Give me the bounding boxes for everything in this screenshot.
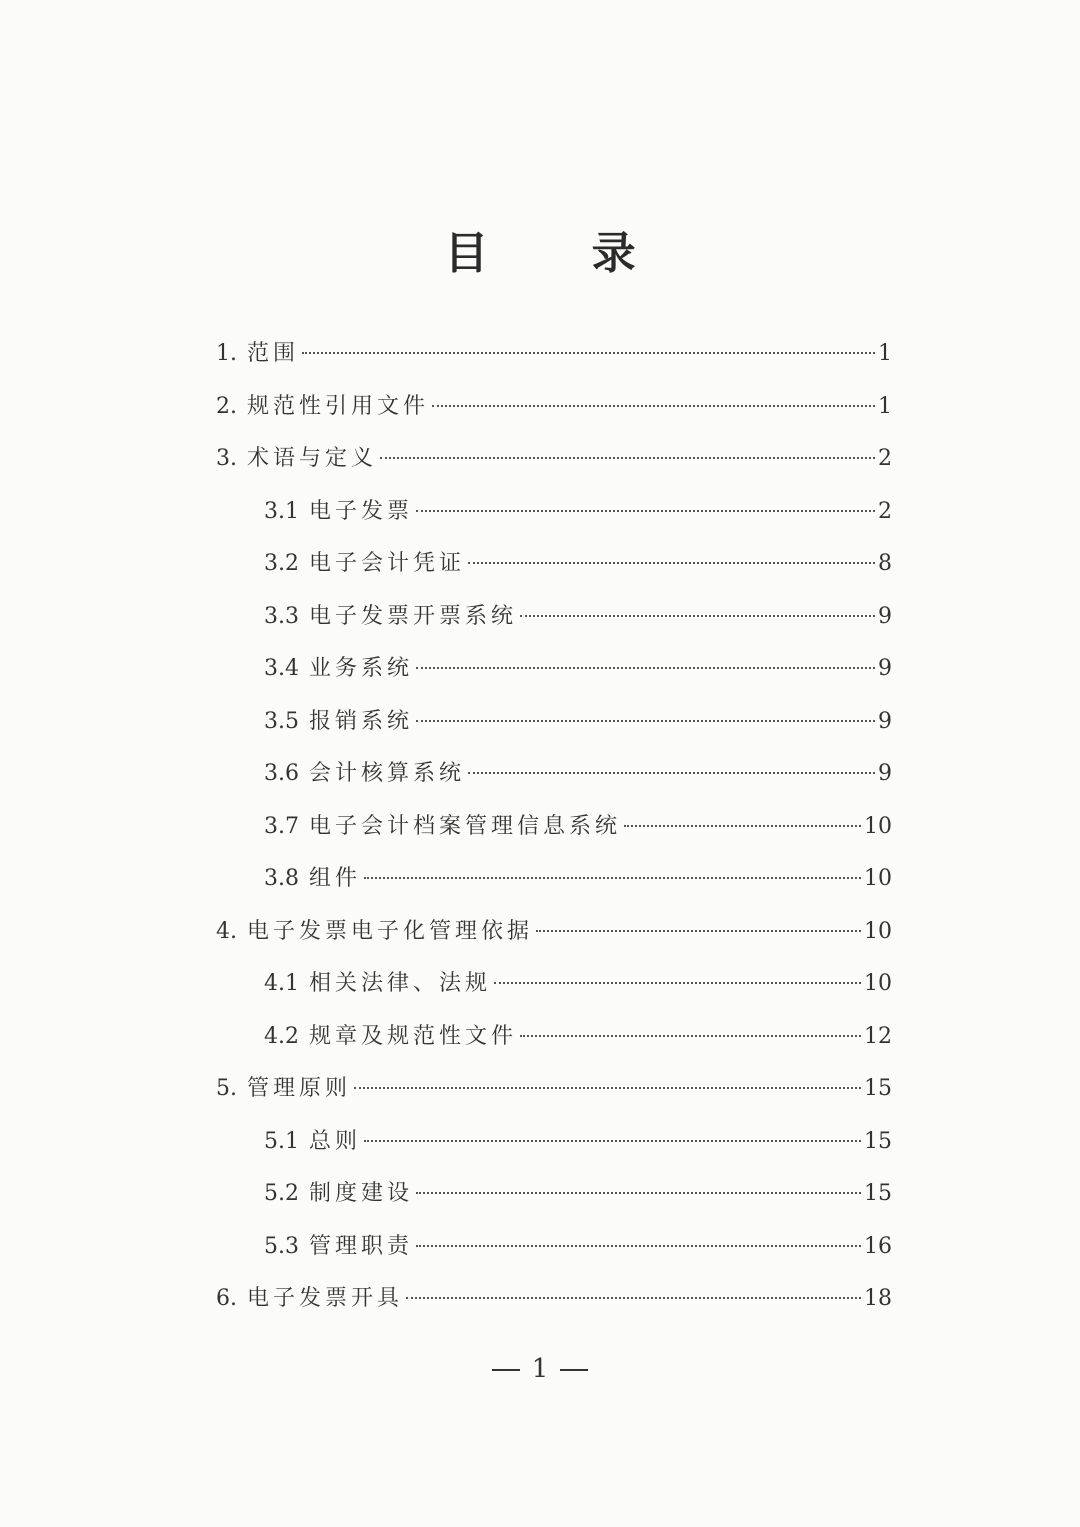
toc-entry[interactable] (216, 1281, 892, 1317)
toc-dot-leader (494, 982, 861, 984)
toc-entry[interactable] (264, 1019, 892, 1055)
toc-entry-label: 总则 (309, 1129, 362, 1154)
toc-entry[interactable] (264, 966, 892, 1002)
toc-dot-leader (354, 1087, 861, 1089)
toc-entry-page-number: 10 (864, 971, 892, 996)
toc-entry-number: 4.1 (264, 971, 299, 996)
toc-entry[interactable] (264, 599, 892, 635)
toc-dot-leader (416, 1245, 861, 1247)
toc-entry-page-number: 2 (878, 499, 892, 524)
toc-entry-page-number: 18 (864, 1286, 892, 1311)
toc-entry-number: 3.3 (264, 604, 299, 629)
toc-entry-number: 1. (216, 341, 237, 366)
toc-dot-leader (624, 825, 861, 827)
toc-entry-page-number: 8 (878, 551, 892, 576)
toc-entry[interactable] (264, 704, 892, 740)
toc-entry-label: 电子发票 (309, 499, 414, 524)
toc-dot-leader (380, 457, 875, 459)
toc-entry-page-number: 12 (864, 1024, 892, 1049)
toc-entry-number: 3.6 (264, 761, 299, 786)
toc-entry-number: 3.1 (264, 499, 299, 524)
toc-entry[interactable] (264, 1124, 892, 1160)
toc-entry-page-number: 16 (864, 1234, 892, 1259)
toc-entry[interactable] (264, 1229, 892, 1265)
page-title: 目 录 (444, 228, 680, 279)
toc-entry[interactable] (216, 389, 892, 425)
toc-entry-page-number: 10 (864, 919, 892, 944)
toc-entry-page-number: 9 (878, 604, 892, 629)
toc-entry-page-number: 10 (864, 814, 892, 839)
toc-entry-number: 3.2 (264, 551, 299, 576)
toc-dot-leader (302, 352, 875, 354)
toc-entry-label: 电子发票开票系统 (309, 604, 518, 629)
toc-entry[interactable] (216, 441, 892, 477)
toc-dot-leader (416, 667, 875, 669)
toc-entry-label: 会计核算系统 (309, 761, 466, 786)
toc-entry-label: 制度建设 (309, 1181, 414, 1206)
toc-entry-number: 6. (216, 1286, 237, 1311)
toc-entry-label: 电子会计凭证 (309, 551, 466, 576)
toc-entry[interactable] (264, 546, 892, 582)
toc-entry-page-number: 2 (878, 446, 892, 471)
toc-dot-leader (406, 1297, 861, 1299)
toc-dot-leader (364, 877, 861, 879)
toc-entry-label: 规范性引用文件 (247, 394, 430, 419)
toc-entry-label: 范围 (247, 341, 300, 366)
toc-entry[interactable] (264, 756, 892, 792)
toc-dot-leader (416, 720, 875, 722)
toc-entry-label: 管理原则 (247, 1076, 352, 1101)
toc-entry[interactable] (264, 651, 892, 687)
toc-entry[interactable] (264, 1176, 892, 1212)
footer-page-number: 1 (531, 1354, 549, 1384)
toc-entry-number: 3. (216, 446, 237, 471)
toc-entry[interactable] (216, 336, 892, 372)
toc-dot-leader (416, 1192, 861, 1194)
toc-dot-leader (520, 615, 875, 617)
toc-dot-leader (468, 772, 875, 774)
toc-entry-number: 2. (216, 394, 237, 419)
toc-entry-number: 3.4 (264, 656, 299, 681)
toc-entry-page-number: 15 (864, 1181, 892, 1206)
toc-dot-leader (364, 1140, 861, 1142)
toc-entry[interactable] (264, 494, 892, 530)
toc-entry-label: 管理职责 (309, 1234, 414, 1259)
toc-entry-label: 电子发票开具 (247, 1286, 404, 1311)
toc-entry-page-number: 9 (878, 761, 892, 786)
toc-entry-page-number: 15 (864, 1129, 892, 1154)
toc-dot-leader (536, 930, 861, 932)
toc-entry-number: 5. (216, 1076, 237, 1101)
toc-entry-number: 5.2 (264, 1181, 299, 1206)
toc-entry-number: 3.5 (264, 709, 299, 734)
toc-entry-number: 4.2 (264, 1024, 299, 1049)
toc-entry[interactable] (264, 809, 892, 845)
toc-entry-number: 5.1 (264, 1129, 299, 1154)
toc-entry-page-number: 1 (878, 341, 892, 366)
toc-entry[interactable] (264, 861, 892, 897)
footer-dash-right (560, 1369, 588, 1371)
page-footer (0, 1351, 1080, 1387)
toc-entry-page-number: 9 (878, 709, 892, 734)
footer-dash-left (492, 1369, 520, 1371)
toc-entry-label: 业务系统 (309, 656, 414, 681)
toc-dot-leader (468, 562, 875, 564)
toc-entry-label: 规章及规范性文件 (309, 1024, 518, 1049)
toc-entry-label: 相关法律、法规 (309, 971, 492, 996)
toc-entry-page-number: 1 (878, 394, 892, 419)
toc-entry-number: 3.7 (264, 814, 299, 839)
toc-entry-number: 3.8 (264, 866, 299, 891)
toc-entry-page-number: 15 (864, 1076, 892, 1101)
toc-entry-number: 4. (216, 919, 237, 944)
toc-dot-leader (432, 405, 875, 407)
toc-entry[interactable] (216, 914, 892, 950)
toc-entry-page-number: 10 (864, 866, 892, 891)
toc-entry-label: 报销系统 (309, 709, 414, 734)
toc-entry-label: 术语与定义 (247, 446, 378, 471)
toc-entry-label: 电子发票电子化管理依据 (247, 919, 534, 944)
toc-dot-leader (520, 1035, 861, 1037)
toc-entry-label: 电子会计档案管理信息系统 (309, 814, 622, 839)
toc-entry-page-number: 9 (878, 656, 892, 681)
toc-entry-number: 5.3 (264, 1234, 299, 1259)
toc-entry[interactable] (216, 1071, 892, 1107)
toc-entry-label: 组件 (309, 866, 362, 891)
toc-dot-leader (416, 510, 875, 512)
